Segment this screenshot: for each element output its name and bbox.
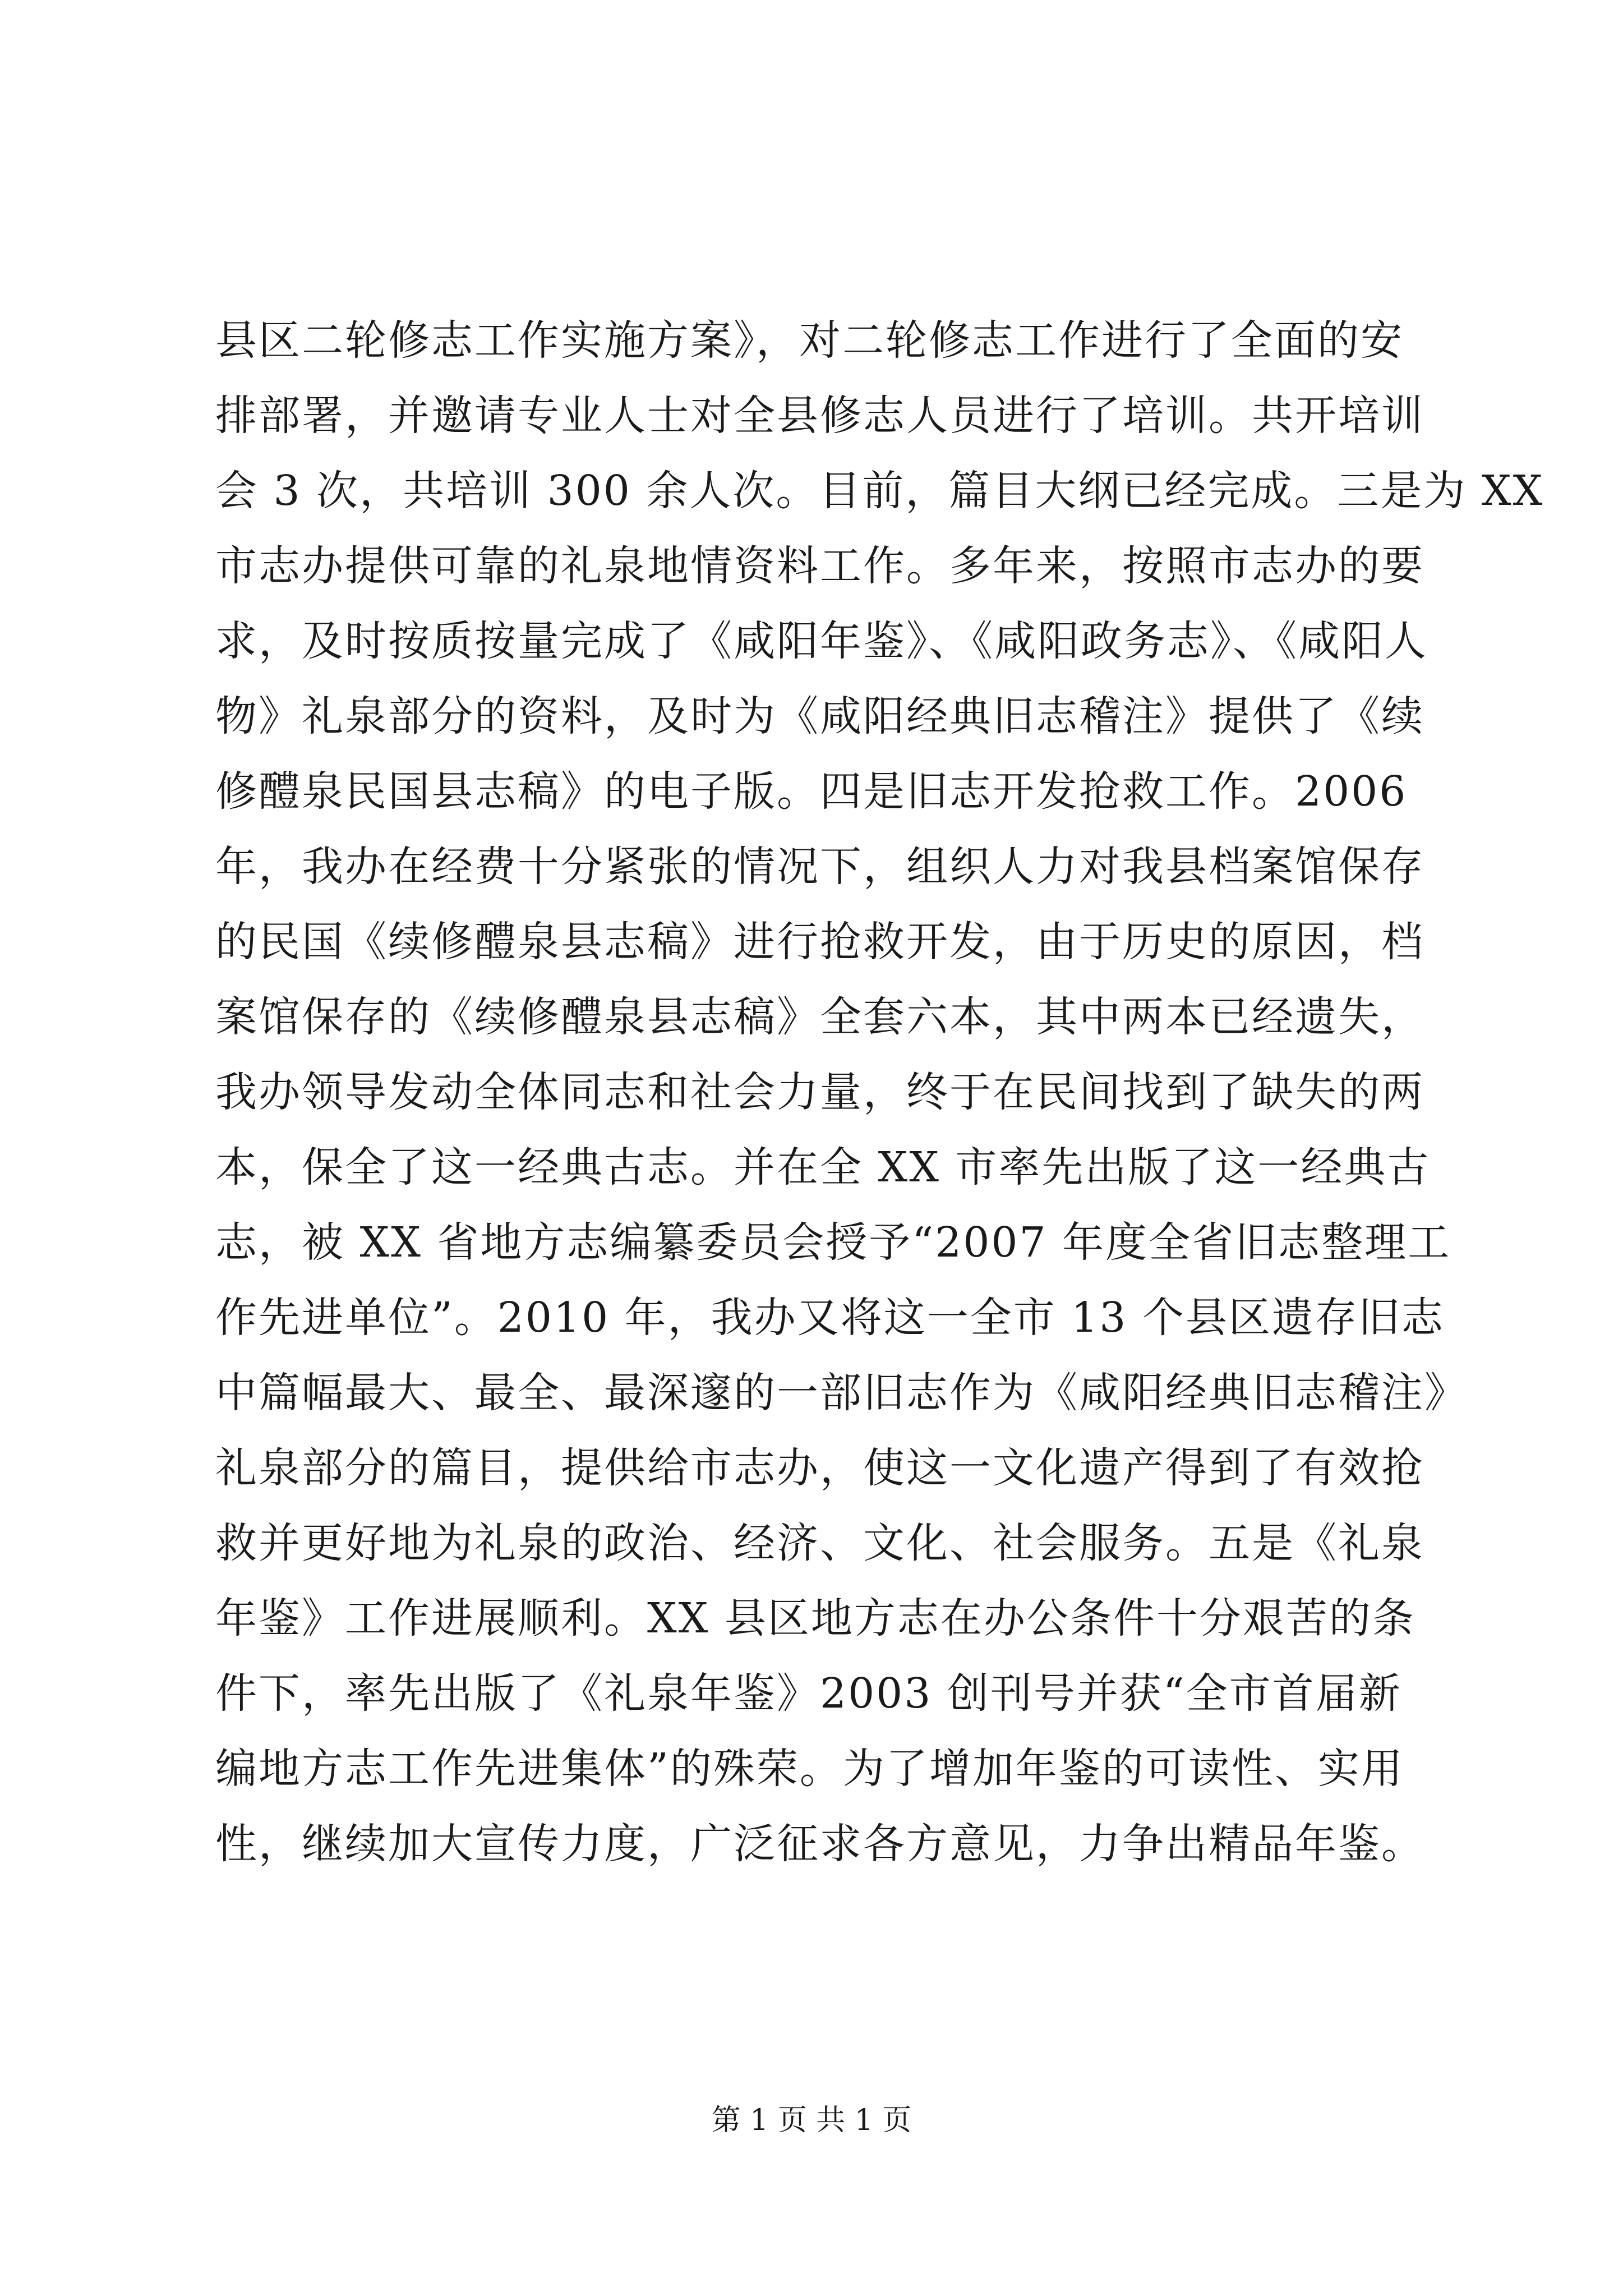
text-line: 编地方志工作先进集体”的殊荣。为了增加年鉴的可读性、实用: [215, 1745, 1404, 1793]
page-number-label: 第 1 页 共 1 页: [711, 2104, 912, 2137]
text-line: 件下，率先出版了《礼泉年鉴》2003 创刊号并获“全市首届新: [215, 1669, 1402, 1718]
text-line: 求，及时按质按量完成了《咸阳年鉴》、《咸阳政务志》、《咸阳人: [215, 617, 1428, 665]
text-line: 我办领导发动全体同志和社会力量，终于在民间找到了缺失的两: [215, 1068, 1424, 1116]
text-line: 会 3 次，共培训 300 余人次。目前，篇目大纲已经完成。三是为 XX: [215, 467, 1544, 515]
text-line: 救并更好地为礼泉的政治、经济、文化、社会服务。五是《礼泉: [215, 1519, 1424, 1567]
body-text: [215, 303, 1544, 1881]
text-line: 性，继续加大宣传力度，广泛征求各方意见，力争出精品年鉴。: [215, 1820, 1424, 1868]
text-line: 年鉴》工作进展顺利。XX 县区地方志在办公条件十分艰苦的条: [215, 1594, 1415, 1642]
text-line: 作先进单位”。2010 年，我办又将这一全市 13 个县区遗存旧志: [215, 1294, 1445, 1342]
text-line: 县区二轮修志工作实施方案》，对二轮修志工作进行了全面的安: [215, 316, 1404, 365]
text-line: 的民国《续修醴泉县志稿》进行抢救开发，由于历史的原因，档: [215, 918, 1424, 966]
text-line: 排部署，并邀请专业人士对全县修志人员进行了培训。共开培训: [215, 392, 1424, 440]
text-line: 志，被 XX 省地方志编纂委员会授予“2007 年度全省旧志整理工: [215, 1218, 1451, 1267]
text-line: 物》礼泉部分的资料，及时为《咸阳经典旧志稽注》提供了《续: [215, 692, 1424, 740]
page-footer: [0, 2101, 1623, 2140]
text-line: 中篇幅最大、最全、最深邃的一部旧志作为《咸阳经典旧志稽注》: [215, 1369, 1468, 1417]
text-line: 年，我办在经费十分紧张的情况下，组织人力对我县档案馆保存: [215, 843, 1424, 891]
text-line: 本，保全了这一经典古志。并在全 XX 市率先出版了这一经典古: [215, 1143, 1431, 1191]
text-line: 市志办提供可靠的礼泉地情资料工作。多年来，按照市志办的要: [215, 542, 1424, 590]
text-line: 礼泉部分的篇目，提供给市志办，使这一文化遗产得到了有效抢: [215, 1444, 1424, 1492]
text-line: 案馆保存的《续修醴泉县志稿》全套六本，其中两本已经遗失，: [215, 993, 1424, 1041]
text-line: 修醴泉民国县志稿》的电子版。四是旧志开发抢救工作。2006: [215, 767, 1408, 816]
